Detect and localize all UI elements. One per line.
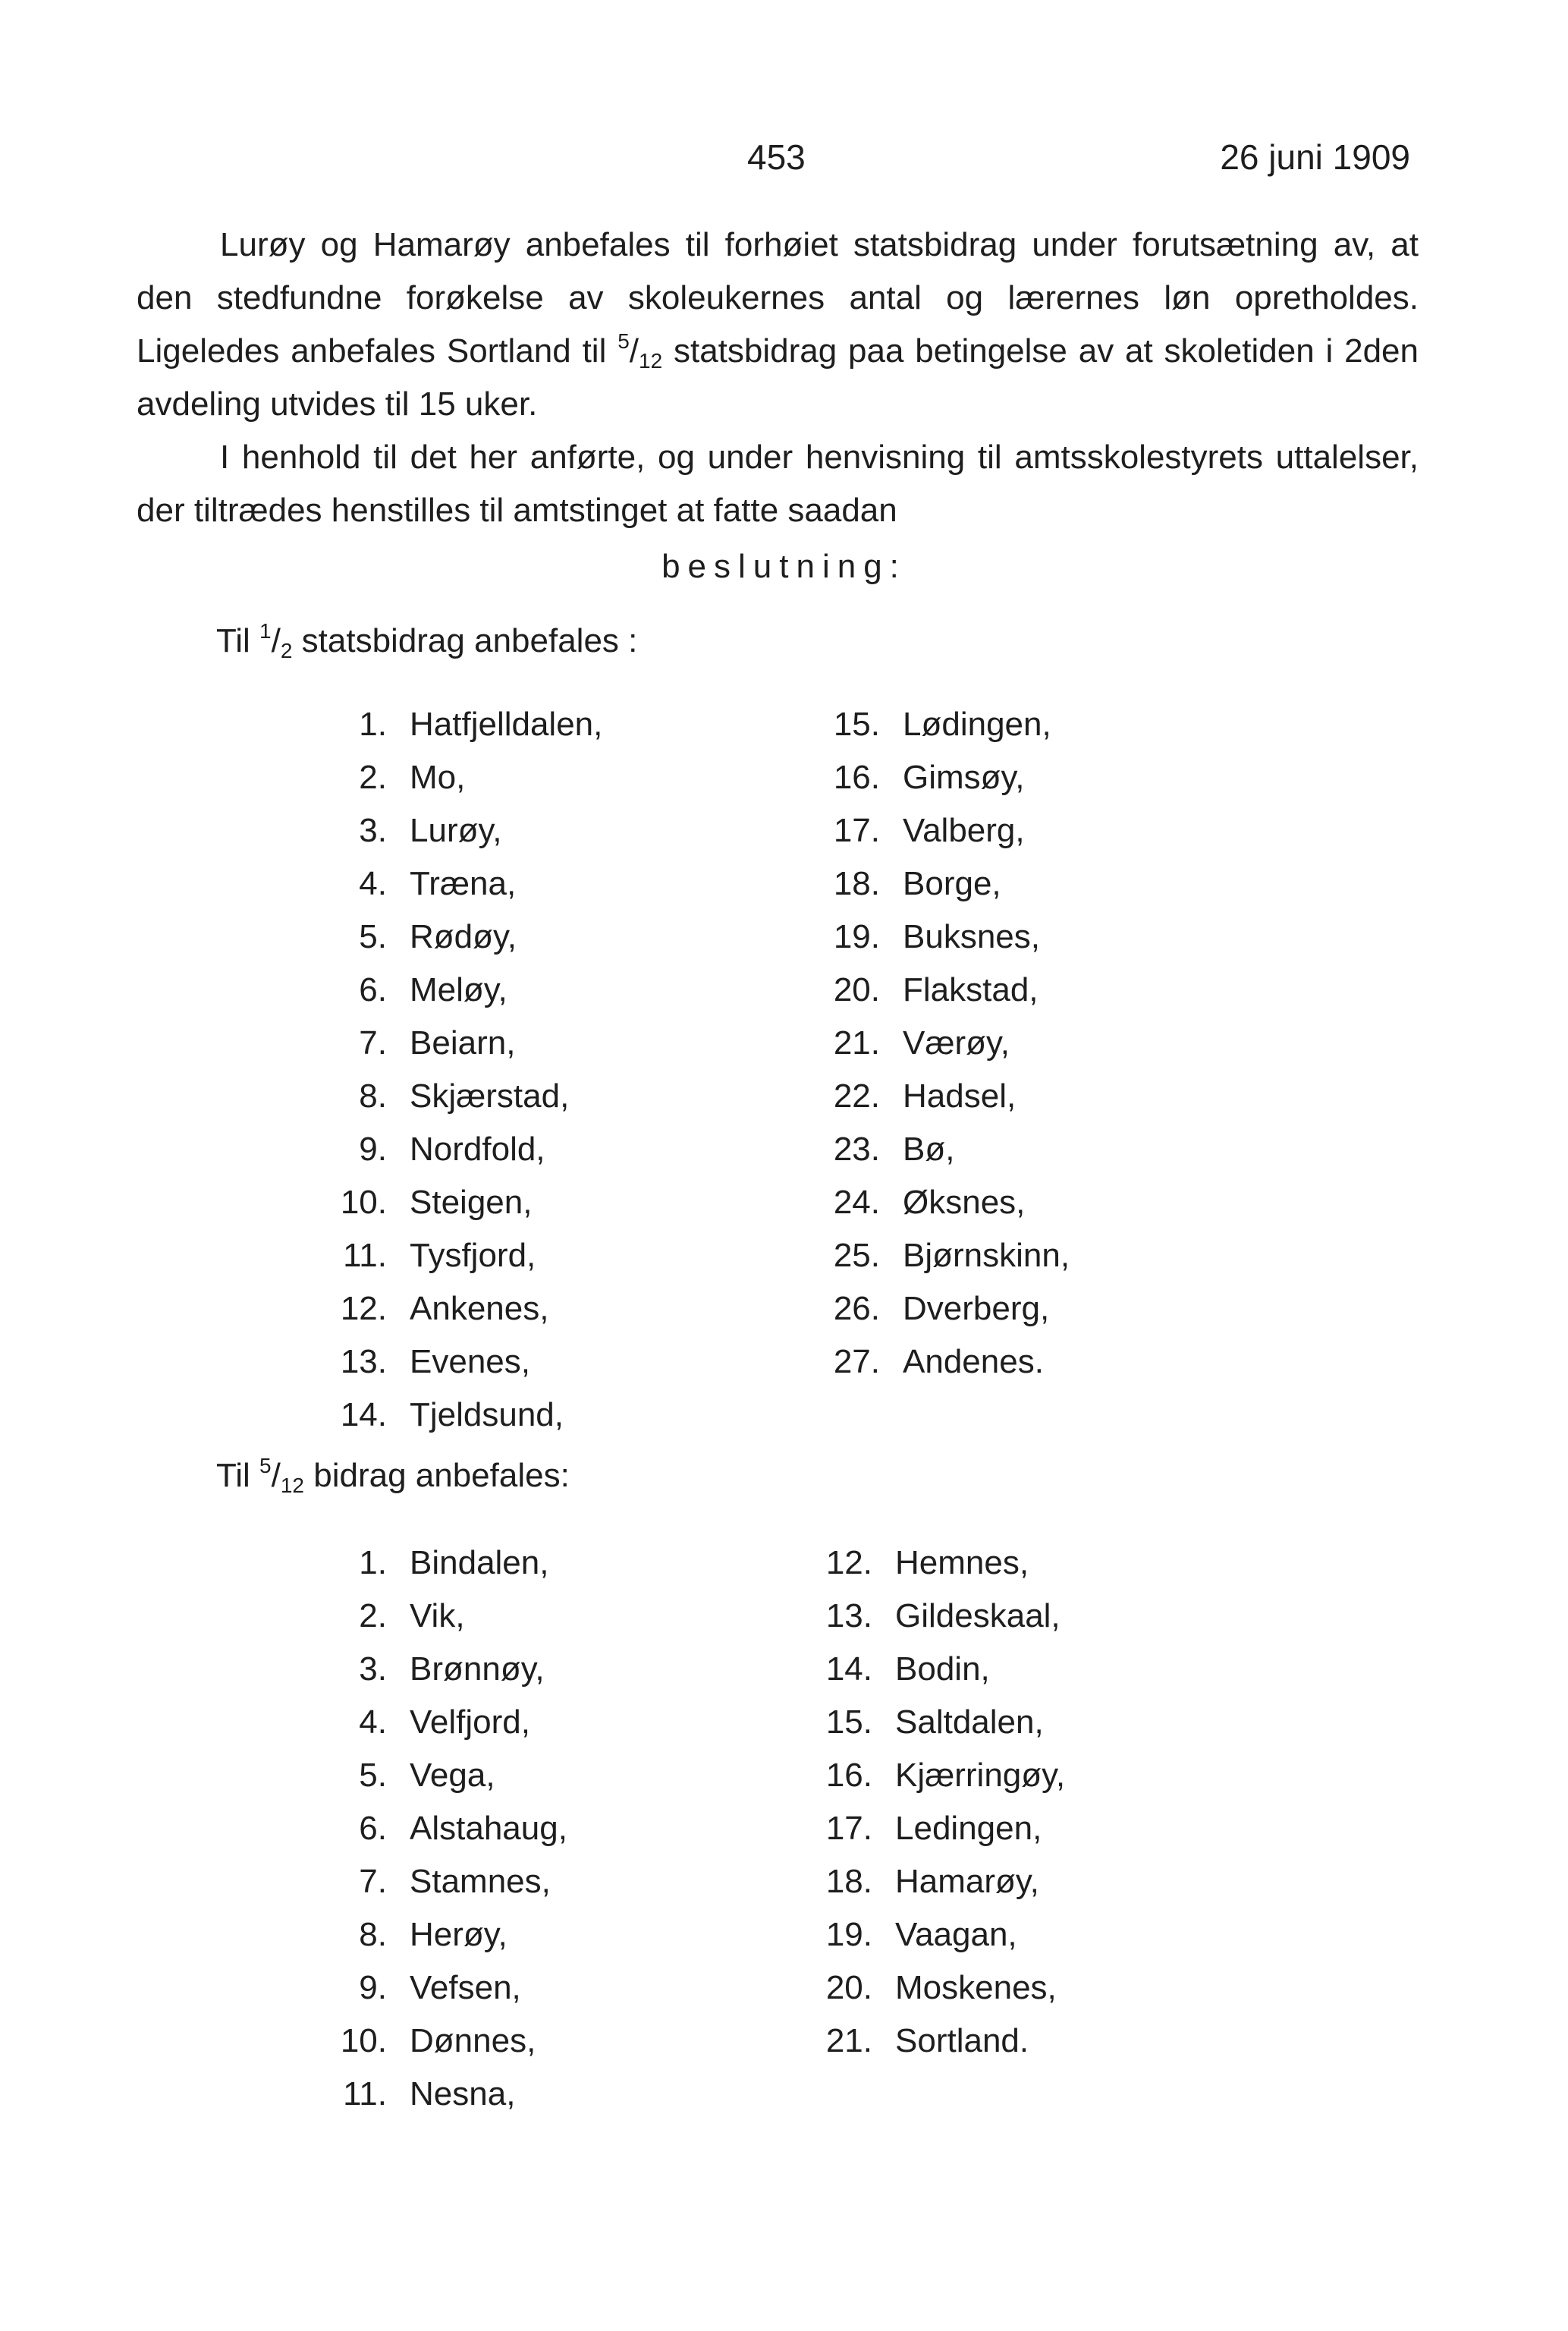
list-item-name: Steigen, bbox=[410, 1184, 533, 1221]
list-item-name: Gildeskaal, bbox=[895, 1597, 1061, 1634]
list-item-number: 16. bbox=[833, 759, 880, 796]
list-item bbox=[319, 1537, 567, 1590]
list-item-name: Vefsen, bbox=[410, 1969, 521, 2006]
fraction-numerator: 5 bbox=[259, 1454, 272, 1477]
list-item-name: Andenes. bbox=[903, 1343, 1044, 1380]
list-item-number: 15. bbox=[833, 706, 880, 743]
list-item-name: Flakstad, bbox=[903, 971, 1039, 1008]
list-item-name: Mo, bbox=[410, 759, 466, 796]
list-item-number: 26. bbox=[833, 1290, 880, 1327]
list-item bbox=[319, 1335, 602, 1389]
list-item-name: Bjørnskinn, bbox=[903, 1237, 1070, 1274]
list-item-number: 14. bbox=[340, 1396, 387, 1433]
list-item-name: Rødøy, bbox=[410, 918, 517, 955]
list-item-name: Bindalen, bbox=[410, 1544, 549, 1581]
list-item-number: 14. bbox=[825, 1650, 872, 1688]
list-item bbox=[804, 1537, 1065, 1590]
list-item bbox=[812, 1229, 1070, 1282]
list-item-name: Tjeldsund, bbox=[410, 1396, 564, 1433]
list-item bbox=[319, 1176, 602, 1229]
list-item bbox=[319, 751, 602, 804]
list-item-number: 7. bbox=[359, 1863, 387, 1900]
list-item-name: Kjærringøy, bbox=[895, 1757, 1066, 1794]
fraction-numerator: 1 bbox=[259, 619, 272, 643]
list-1-label-a: Til bbox=[216, 622, 260, 659]
list-item-name: Øksnes, bbox=[903, 1184, 1026, 1221]
fraction-one-half: $^1/_2$ bbox=[259, 619, 293, 662]
list-item-name: Værøy, bbox=[903, 1024, 1010, 1062]
list-item-number: 19. bbox=[825, 1916, 872, 1953]
list-item bbox=[319, 911, 602, 964]
list-item-number: 24. bbox=[833, 1184, 880, 1221]
list-item bbox=[319, 1643, 567, 1696]
list-item bbox=[319, 964, 602, 1017]
list-1-label-b: statsbidrag anbefales : bbox=[292, 622, 638, 659]
list-item-number: 9. bbox=[359, 1969, 387, 2006]
list-item-name: Lødingen, bbox=[903, 706, 1051, 743]
list-item bbox=[319, 1961, 567, 2015]
list-item bbox=[319, 1855, 567, 1908]
list-item bbox=[804, 1961, 1065, 2015]
list-item-name: Lurøy, bbox=[410, 812, 502, 849]
list-item-name: Tysfjord, bbox=[410, 1237, 536, 1274]
list-item-name: Herøy, bbox=[410, 1916, 507, 1953]
list-2-label-b: bidrag anbefales: bbox=[304, 1457, 570, 1494]
list-item bbox=[319, 1749, 567, 1802]
list-item-name: Velfjord, bbox=[410, 1703, 530, 1741]
list-item bbox=[319, 1017, 602, 1070]
list-item bbox=[812, 1282, 1070, 1335]
list-item-name: Hadsel, bbox=[903, 1077, 1017, 1115]
list-item-name: Alstahaug, bbox=[410, 1810, 567, 1847]
list-item-number: 13. bbox=[825, 1597, 872, 1634]
list-item-name: Evenes, bbox=[410, 1343, 530, 1380]
list-item-name: Skjærstad, bbox=[410, 1077, 570, 1115]
header-date: 26 juni 1909 bbox=[1220, 137, 1410, 177]
list-item-number: 17. bbox=[825, 1810, 872, 1847]
list-item bbox=[319, 1123, 602, 1176]
list-item-name: Dverberg, bbox=[903, 1290, 1050, 1327]
list-item-number: 16. bbox=[825, 1757, 872, 1794]
list-item-number: 12. bbox=[340, 1290, 387, 1327]
list-item-number: 10. bbox=[340, 1184, 387, 1221]
list-item-number: 10. bbox=[340, 2022, 387, 2059]
list-item bbox=[319, 1389, 602, 1442]
fraction-denominator: 2 bbox=[280, 639, 293, 662]
list-item-number: 6. bbox=[359, 1810, 387, 1847]
list-item bbox=[804, 1802, 1065, 1855]
list-item bbox=[319, 698, 602, 751]
list-1-left-column bbox=[319, 698, 602, 1442]
list-item-name: Saltdalen, bbox=[895, 1703, 1044, 1741]
list-item-number: 19. bbox=[833, 918, 880, 955]
list-item bbox=[319, 857, 602, 911]
fraction-denominator: 12 bbox=[280, 1474, 304, 1497]
list-item-number: 1. bbox=[359, 1544, 387, 1581]
list-item bbox=[812, 751, 1070, 804]
list-item bbox=[319, 1590, 567, 1643]
list-1-label bbox=[216, 619, 638, 662]
list-item bbox=[319, 2015, 567, 2068]
list-item-name: Meløy, bbox=[410, 971, 507, 1008]
fraction-five-twelfths: $^5/_{12}$ bbox=[617, 329, 663, 373]
list-item-number: 9. bbox=[359, 1131, 387, 1168]
list-item bbox=[319, 1282, 602, 1335]
list-item-name: Vega, bbox=[410, 1757, 495, 1794]
list-item-number: 6. bbox=[359, 971, 387, 1008]
list-item-name: Borge, bbox=[903, 865, 1001, 902]
list-item-number: 18. bbox=[833, 865, 880, 902]
list-item bbox=[319, 804, 602, 857]
paragraph-1-text-b: statsbidrag paa betingelse av at skoletiden i 2den avdeling utvides til 15 uker. bbox=[137, 332, 1419, 423]
list-item bbox=[804, 1643, 1065, 1696]
list-item bbox=[804, 1855, 1065, 1908]
list-item-number: 3. bbox=[359, 1650, 387, 1688]
list-item-number: 23. bbox=[833, 1131, 880, 1168]
list-item-number: 8. bbox=[359, 1916, 387, 1953]
fraction-numerator: 5 bbox=[617, 329, 630, 353]
list-item-number: 21. bbox=[833, 1024, 880, 1062]
list-item bbox=[319, 1802, 567, 1855]
list-item-name: Vaagan, bbox=[895, 1916, 1017, 1953]
list-item-name: Dønnes, bbox=[410, 2022, 536, 2059]
list-2-label-a: Til bbox=[216, 1457, 260, 1494]
list-item bbox=[812, 1176, 1070, 1229]
list-item bbox=[812, 804, 1070, 857]
list-item-name: Buksnes, bbox=[903, 918, 1040, 955]
body-text bbox=[137, 219, 1419, 537]
list-item-number: 7. bbox=[359, 1024, 387, 1062]
list-2-right-column bbox=[804, 1537, 1065, 2068]
list-item-name: Beiarn, bbox=[410, 1024, 516, 1062]
list-item-name: Moskenes, bbox=[895, 1969, 1057, 2006]
list-item bbox=[812, 1070, 1070, 1123]
list-item bbox=[804, 1749, 1065, 1802]
list-item-number: 5. bbox=[359, 1757, 387, 1794]
list-item-name: Sortland. bbox=[895, 2022, 1029, 2059]
list-item-number: 3. bbox=[359, 812, 387, 849]
paragraph-1-text-a: Lurøy og Hamarøy anbefales til forhøiet statsbidrag under forutsætning av, at den stedfundne forøkelse av skoleukernes antal og lærernes løn opretholdes. Ligeledes anbefales Sortland til bbox=[137, 226, 1419, 370]
list-1-right-column bbox=[812, 698, 1070, 1389]
fraction-five-twelfths: $^5/_{12}$ bbox=[259, 1454, 304, 1497]
list-item-name: Hemnes, bbox=[895, 1544, 1029, 1581]
paragraph-2: I henhold til det her anførte, og under henvisning til amtsskolestyrets uttalelser, der tiltrædes henstilles til amtstinget at fatte saadan bbox=[137, 439, 1419, 529]
list-2-label bbox=[216, 1454, 570, 1497]
fraction-denominator: 12 bbox=[639, 349, 663, 373]
list-item-number: 8. bbox=[359, 1077, 387, 1115]
list-item-number: 27. bbox=[833, 1343, 880, 1380]
list-item-number: 17. bbox=[833, 812, 880, 849]
list-item-number: 18. bbox=[825, 1863, 872, 1900]
paragraph-1 bbox=[137, 219, 1419, 431]
list-item-number: 12. bbox=[825, 1544, 872, 1581]
list-item-number: 11. bbox=[343, 1237, 387, 1274]
list-item-name: Nesna, bbox=[410, 2075, 516, 2112]
list-item-name: Ankenes, bbox=[410, 1290, 549, 1327]
section-heading: beslutning: bbox=[661, 548, 907, 585]
list-item bbox=[812, 1017, 1070, 1070]
list-item-name: Bodin, bbox=[895, 1650, 990, 1688]
list-item-number: 21. bbox=[825, 2022, 872, 2059]
list-item bbox=[804, 1908, 1065, 1961]
list-2-left-column bbox=[319, 1537, 567, 2121]
list-item bbox=[812, 857, 1070, 911]
list-item-number: 20. bbox=[825, 1969, 872, 2006]
page-header bbox=[0, 137, 1568, 190]
list-item-name: Træna, bbox=[410, 865, 517, 902]
list-item bbox=[804, 1590, 1065, 1643]
list-item bbox=[319, 1696, 567, 1749]
list-item bbox=[319, 1229, 602, 1282]
list-item-number: 25. bbox=[833, 1237, 880, 1274]
list-item-name: Hatfjelldalen, bbox=[410, 706, 603, 743]
list-item-name: Vik, bbox=[410, 1597, 465, 1634]
list-item-name: Hamarøy, bbox=[895, 1863, 1039, 1900]
list-item bbox=[812, 698, 1070, 751]
list-item-number: 15. bbox=[825, 1703, 872, 1741]
list-item-number: 1. bbox=[359, 706, 387, 743]
list-item-number: 4. bbox=[359, 865, 387, 902]
list-item-number: 2. bbox=[359, 759, 387, 796]
list-item-name: Gimsøy, bbox=[903, 759, 1025, 796]
list-item-name: Brønnøy, bbox=[410, 1650, 545, 1688]
page-number: 453 bbox=[747, 137, 806, 177]
list-item-number: 2. bbox=[359, 1597, 387, 1634]
list-item bbox=[812, 911, 1070, 964]
list-item bbox=[319, 2068, 567, 2121]
list-item-number: 5. bbox=[359, 918, 387, 955]
list-item bbox=[319, 1908, 567, 1961]
list-item bbox=[319, 1070, 602, 1123]
list-item bbox=[812, 1335, 1070, 1389]
list-item-number: 20. bbox=[833, 971, 880, 1008]
list-item-number: 22. bbox=[833, 1077, 880, 1115]
list-item bbox=[812, 964, 1070, 1017]
list-item-name: Valberg, bbox=[903, 812, 1025, 849]
list-item-number: 4. bbox=[359, 1703, 387, 1741]
list-item-name: Stamnes, bbox=[410, 1863, 551, 1900]
list-item-number: 13. bbox=[340, 1343, 387, 1380]
list-item bbox=[804, 1696, 1065, 1749]
list-item-name: Ledingen, bbox=[895, 1810, 1042, 1847]
list-item-number: 11. bbox=[343, 2075, 387, 2112]
list-item bbox=[804, 2015, 1065, 2068]
list-item-name: Nordfold, bbox=[410, 1131, 545, 1168]
list-item bbox=[812, 1123, 1070, 1176]
list-item-name: Bø, bbox=[903, 1131, 955, 1168]
